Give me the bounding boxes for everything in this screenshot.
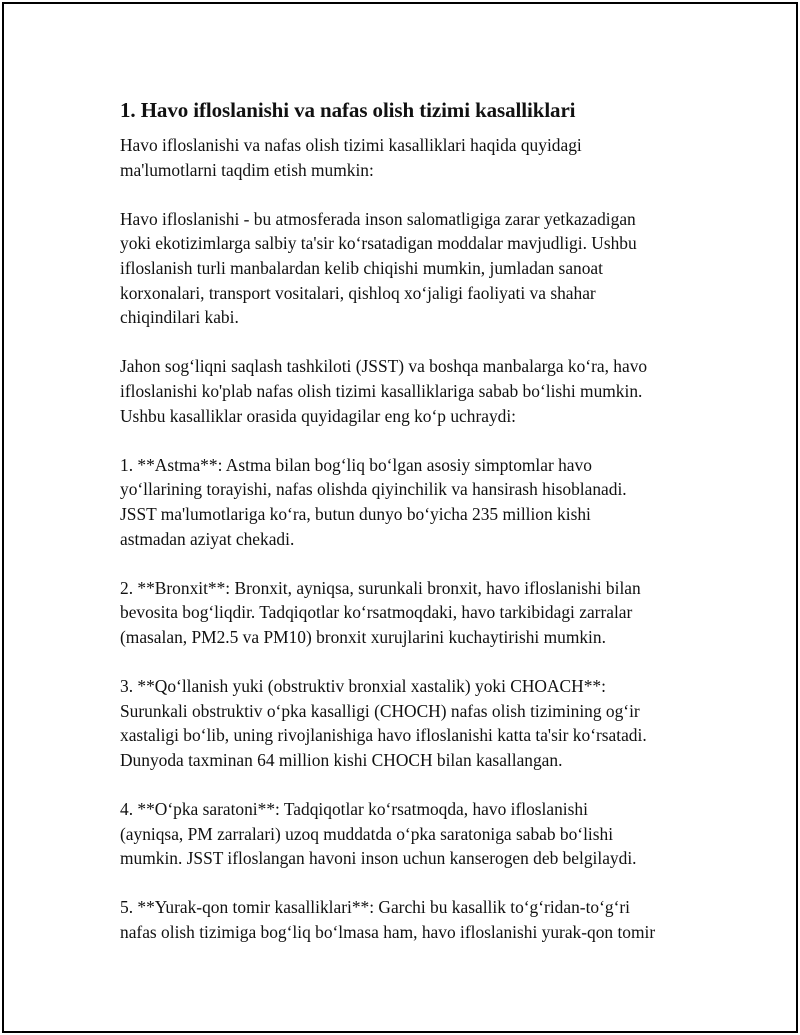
text-line: Jahon sog‘liqni saqlash tashkiloti (JSST) va boshqa manbalarga ko‘ra, havo — [120, 356, 648, 377]
text-line: Dunyoda taxminan 64 million kishi CHOCH bilan kasallangan. — [120, 749, 563, 770]
paragraph-intro — [120, 133, 700, 182]
text-line: astmadan aziyat chekadi. — [120, 528, 295, 549]
text-line: 4. **O‘pka saratoni**: Tadqiqotlar ko‘rsatmoqda, havo ifloslanishi — [120, 799, 588, 820]
section-title: 1. Havo ifloslanishi va nafas olish tizimi kasalliklari — [120, 98, 576, 122]
text-line: Havo ifloslanishi - bu atmosferada inson salomatligiga zarar yetkazadigan — [120, 208, 636, 229]
text-line: nafas olish tizimiga bog‘liq bo‘lmasa ham, havo ifloslanishi yurak-qon tomir — [120, 922, 656, 942]
page — [2, 2, 798, 1033]
text-line: chiqindilari kabi. — [120, 307, 239, 328]
paragraph-definition — [120, 207, 700, 330]
list-item-cardiovascular — [120, 895, 700, 944]
text-line: ifloslanish turli manbalardan kelib chiqishi mumkin, jumladan sanoat — [120, 257, 603, 278]
text-line: Havo ifloslanishi va nafas olish tizimi kasalliklari haqida quyidagi — [120, 135, 582, 155]
text-line: ifloslanishi ko'plab nafas olish tizimi kasalliklariga sabab bo‘lishi mumkin. — [120, 380, 643, 401]
text-line: bevosita bog‘liqdir. Tadqiqotlar ko‘rsatmoqdaki, havo tarkibidagi zarralar — [120, 602, 633, 623]
text-line: mumkin. JSST ifloslangan havoni inson uchun kanserogen deb belgilaydi. — [120, 848, 637, 869]
text-line: yo‘llarining torayishi, nafas olishda qiyinchilik va hansirash hisoblanadi. — [120, 479, 627, 500]
text-line: xastaligi bo‘lib, uning rivojlanishiga havo ifloslanishi katta ta'sir ko‘rsatadi. — [120, 725, 647, 746]
list-item-bronchitis — [120, 576, 700, 650]
text-line: ma'lumotlarni taqdim etish mumkin: — [120, 159, 374, 180]
text-line: korxonalari, transport vositalari, qishloq xo‘jaligi faoliyati va shahar — [120, 282, 596, 303]
text-line: Surunkali obstruktiv o‘pka kasalligi (CHOCH) nafas olish tizimining og‘ir — [120, 700, 640, 721]
document-body — [120, 96, 700, 945]
text-line: 1. **Astma**: Astma bilan bog‘liq bo‘lgan asosiy simptomlar havo — [120, 454, 592, 475]
text-line: 5. **Yurak-qon tomir kasalliklari**: Garchi bu kasallik to‘g‘ridan-to‘g‘ri — [120, 897, 630, 918]
text-line: 3. **Qo‘llanish yuki (obstruktiv bronxial xastalik) yoki CHOACH**: — [120, 676, 606, 697]
text-line: (masalan, PM2.5 va PM10) bronxit xurujlarini kuchaytirishi mumkin. — [120, 626, 606, 647]
paragraph-who-sources — [120, 354, 700, 428]
text-line: (ayniqsa, PM zarralari) uzoq muddatda o‘pka saratoniga sabab bo‘lishi — [120, 823, 614, 844]
text-line: yoki ekotizimlarga salbiy ta'sir ko‘rsatadigan moddalar mavjudligi. Ushbu — [120, 233, 637, 254]
text-line: JSST ma'lumotlariga ko‘ra, butun dunyo bo‘yicha 235 million kishi — [120, 503, 591, 524]
list-item-lung-cancer — [120, 797, 700, 871]
text-line: Ushbu kasalliklar orasida quyidagilar eng ko‘p uchraydi: — [120, 405, 517, 426]
text-line: 2. **Bronxit**: Bronxit, ayniqsa, surunkali bronxit, havo ifloslanishi bilan — [120, 577, 641, 598]
list-item-asthma — [120, 453, 700, 551]
list-item-copd — [120, 674, 700, 772]
